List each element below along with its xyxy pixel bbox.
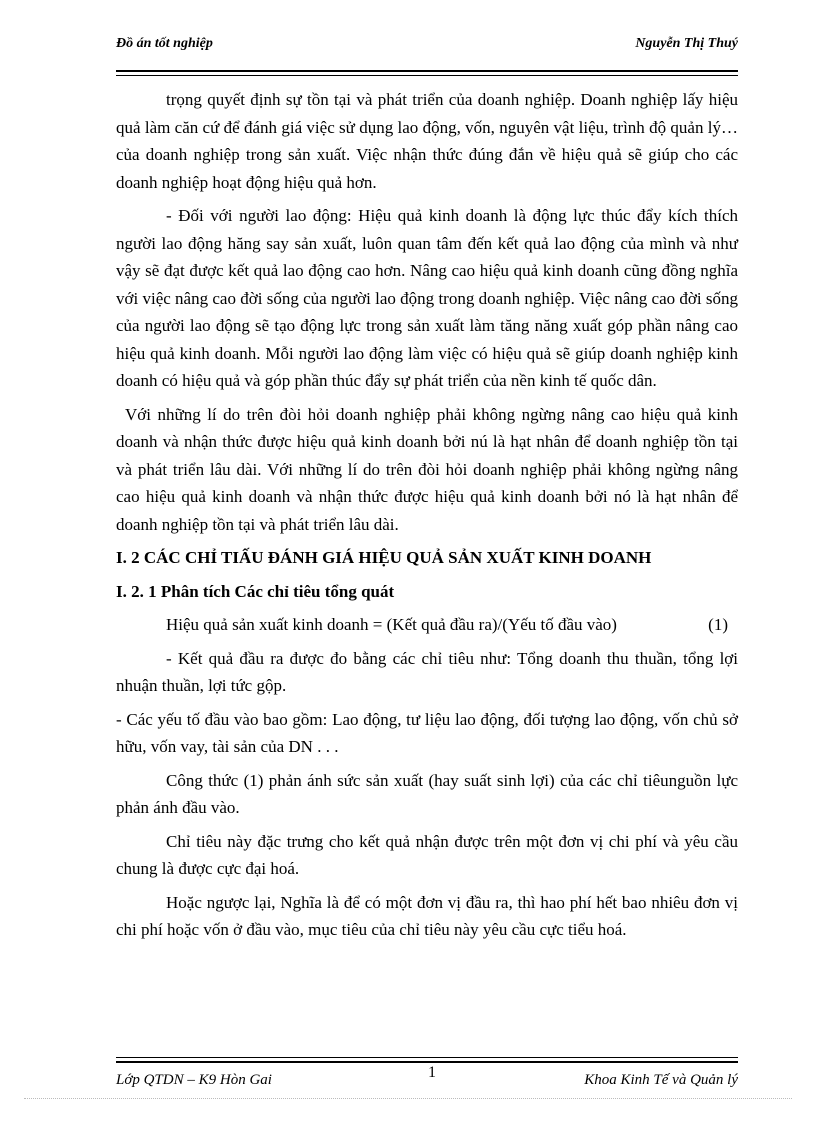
header-rule-thick — [116, 70, 738, 72]
paragraph-1: trọng quyết định sự tồn tại và phát triển của doanh nghiệp. Doanh nghiệp lấy hiệu quả làm căn cứ để đánh giá việc sử dụng lao động, vốn, nguyên vật liệu, trình độ quản lý…của doanh nghiệp trong sản xuất. Việc nhận thức đúng đắn về hiệu quả sẽ giúp cho các doanh nghiệp hoạt động hiệu quả hơn. — [116, 90, 738, 192]
page-content — [116, 86, 738, 950]
footer-faculty: Khoa Kinh Tế và Quản lý — [584, 1072, 738, 1088]
paragraph-6: Công thức (1) phản ánh sức sản xuất (hay suất sinh lợi) của các chỉ tiêunguồn lực phản ánh đầu vào. — [116, 770, 738, 817]
section-heading: I. 2 CÁC CHỈ TIẤU ĐÁNH GIÁ HIỆU QUẢ SẢN XUẤT KINH DOANH — [116, 548, 652, 567]
paragraph-8: Hoặc ngược lại, Nghĩa là để có một đơn vị đầu ra, thì hao phí hết bao nhiêu đơn vị chi phí hoặc vốn ở đầu vào, mục tiêu của chỉ tiêu này yêu cầu cực tiểu hoá. — [116, 892, 738, 939]
paragraph-4: - Kết quả đầu ra được đo bằng các chỉ tiêu như: Tổng doanh thu thuần, tổng lợi nhuận thuần, lợi tức gộp. — [116, 648, 738, 695]
page-bottom-divider — [24, 1098, 792, 1099]
paragraph-2: - Đối với người lao động: Hiệu quả kinh doanh là động lực thúc đẩy kích thích người lao động hăng say sản xuất, luôn quan tâm đến kết quả lao động của mình và như vậy sẽ đạt được kết quả lao động cao hơn. Nâng cao hiệu quả kinh doanh cũng đồng nghĩa với việc nâng cao đời sống của người lao động trong doanh nghiệp. Việc nâng cao đời sống của người lao động sẽ tạo động lực trong sản xuất làm tăng năng xuất góp phần nâng cao hiệu quả kinh doanh. Mỗi người lao động làm việc có hiệu quả sẽ giúp doanh nghiệp kinh doanh có hiệu quả và góp phần thúc đẩy sự phát triển của nền kinh tế quốc dân. — [116, 206, 738, 390]
header-author: Nguyễn Thị Thuý — [635, 36, 738, 51]
formula-text: Hiệu quả sản xuất kinh doanh = (Kết quả đầu ra)/(Yếu tố đầu vào) — [166, 615, 617, 634]
header-title: Đồ án tốt nghiệp — [116, 36, 213, 51]
formula-number: (1) — [708, 615, 728, 634]
formula-line — [116, 611, 738, 639]
page-header — [116, 36, 738, 58]
paragraph-5: - Các yếu tố đầu vào bao gồm: Lao động, tư liệu lao động, đối tượng lao động, vốn chủ sở hữu, vốn vay, tài sản của DN . . . — [116, 709, 738, 756]
header-rule-thin — [116, 75, 738, 76]
paragraph-3: Với những lí do trên đòi hỏi doanh nghiệp phải không ngừng nâng cao hiệu quả kinh doanh và nhận thức được hiệu quả kinh doanh bởi nú là hạt nhân để doanh nghiệp tồn tại và phát triển lâu dài. Với những lí do trên đòi hỏi doanh nghiệp phải không ngừng nâng cao hiệu quả kinh doanh và nhận thức được hiệu quả kinh doanh bởi nó là hạt nhân để doanh nghiệp tồn tại và phát triển lâu dài. — [116, 404, 738, 534]
page-number: 1 — [428, 1064, 436, 1081]
footer-class: Lớp QTDN – K9 Hòn Gai — [116, 1072, 272, 1088]
subsection-heading: I. 2. 1 Phân tích Các chỉ tiêu tổng quát — [116, 581, 395, 601]
footer-rule-thick — [116, 1061, 738, 1063]
paragraph-7: Chỉ tiêu này đặc trưng cho kết quả nhận được trên một đơn vị chi phí và yêu cầu chung là được cực đại hoá. — [116, 831, 738, 878]
page-footer — [116, 1064, 738, 1092]
footer-rule-thin — [116, 1057, 738, 1058]
